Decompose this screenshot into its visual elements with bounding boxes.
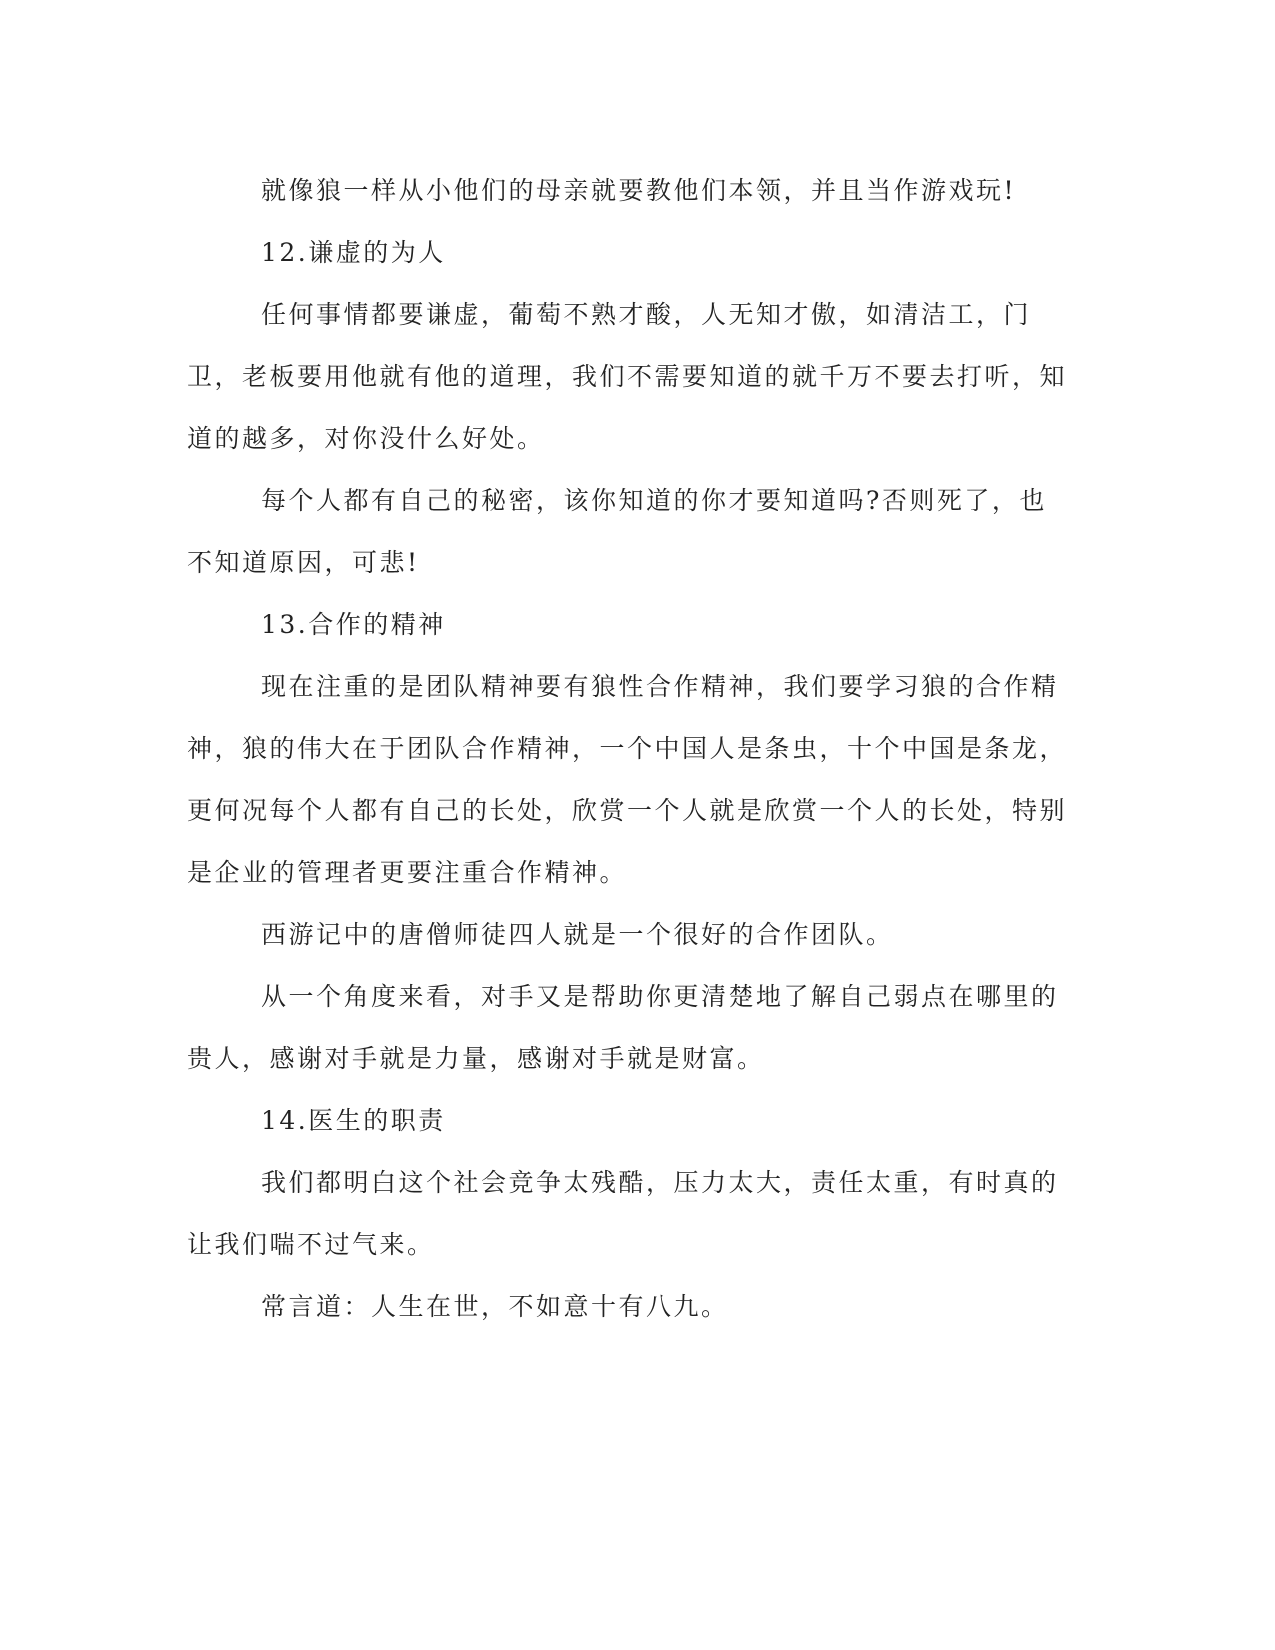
document-body — [187, 160, 1067, 1338]
paragraph-wolf-teaching: 就像狼一样从小他们的母亲就要教他们本领，并且当作游戏玩! — [261, 176, 1017, 205]
paragraph-pressure: 我们都明白这个社会竞争太残酷，压力太大，责任太重，有时真的让我们喘不过气来。 — [187, 1168, 1059, 1259]
paragraph-journey-west: 西游记中的唐僧师徒四人就是一个很好的合作团队。 — [261, 920, 894, 949]
paragraph-team-spirit: 现在注重的是团队精神要有狼性合作精神，我们要学习狼的合作精神，狼的伟大在于团队合作精神，一个中国人是条虫，十个中国是条龙，更何况每个人都有自己的长处，欣赏一个人就是欣赏一个人的长处，特别是企业的管理者更要注重合作精神。 — [187, 672, 1068, 887]
section-heading-cooperation: 13.合作的精神 — [261, 610, 446, 639]
section-heading-doctor-duty: 14.医生的职责 — [261, 1106, 446, 1135]
paragraph-rivals: 从一个角度来看，对手又是帮助你更清楚地了解自己弱点在哪里的贵人，感谢对手就是力量，感谢对手就是财富。 — [187, 982, 1059, 1073]
paragraph-proverb: 常言道：人生在世，不如意十有八九。 — [261, 1292, 729, 1321]
section-heading-humility: 12.谦虚的为人 — [261, 238, 446, 267]
paragraph-secrets: 每个人都有自己的秘密，该你知道的你才要知道吗?否则死了，也不知道原因，可悲! — [187, 486, 1047, 577]
paragraph-humility: 任何事情都要谦虚，葡萄不熟才酸，人无知才傲，如清洁工，门卫，老板要用他就有他的道理，我们不需要知道的就千万不要去打听，知道的越多，对你没什么好处。 — [187, 300, 1068, 453]
